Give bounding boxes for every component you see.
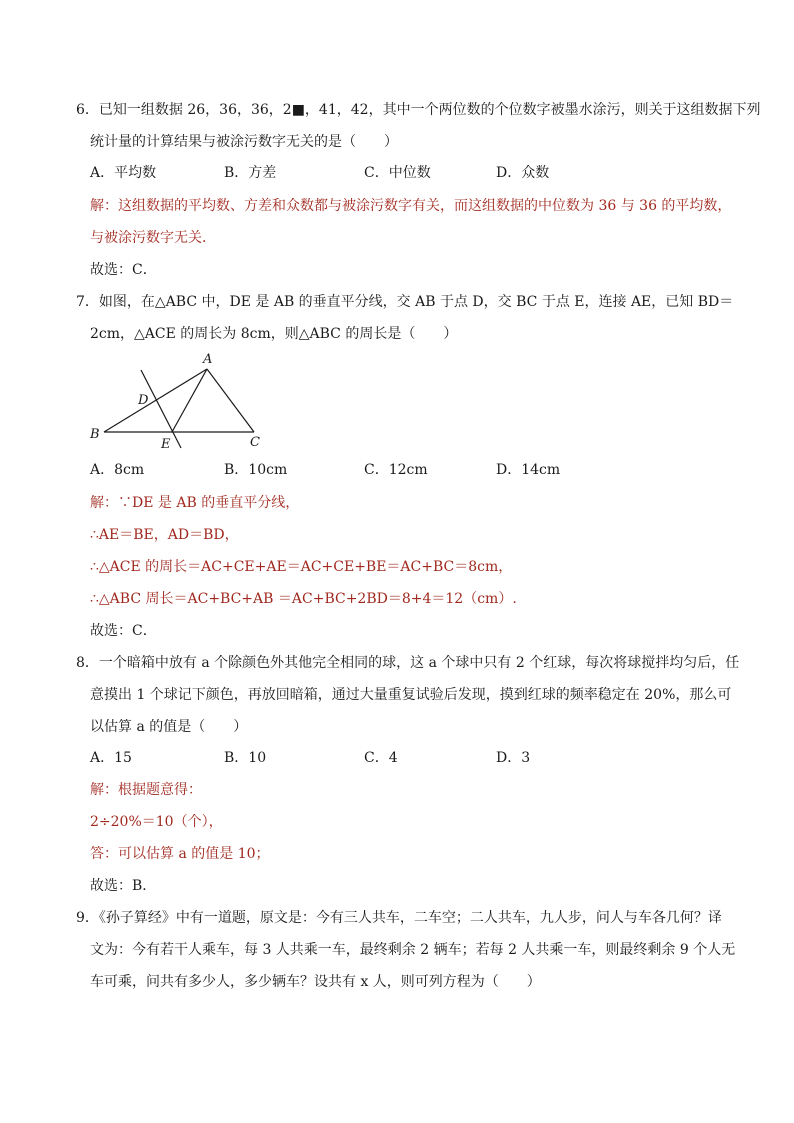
- q8-solution-line3: 答：可以估算 a 的值是 10；: [90, 846, 270, 862]
- q8-solution-line2: 2÷20%＝10（个），: [90, 814, 223, 830]
- q8-solution-line1: 解：根据题意得：: [90, 782, 202, 798]
- q8-stem-line1: 8．一个暗箱中放有 a 个除颜色外其他完全相同的球，这 a 个球中只有 2 个红球，每次将球搅拌均匀后，任: [76, 655, 740, 671]
- triangle-diagram: [86, 348, 276, 452]
- segment-ac: [207, 369, 254, 432]
- q7-option-b: B．10cm: [224, 462, 288, 478]
- q7-solution-line3: ∴△ACE 的周长＝AC+CE+AE＝AC+CE+BE＝AC+BC＝8cm，: [90, 559, 513, 575]
- q6-option-c: C．中位数: [364, 165, 431, 181]
- q6-option-a: A．平均数: [90, 165, 157, 181]
- q6-option-d: D．众数: [496, 165, 550, 181]
- segment-ba: [104, 369, 207, 432]
- q6-solution-line1: 解：这组数据的平均数、方差和众数都与被涂污数字有关，而这组数据的中位数为 36 与 36 的平均数，: [90, 198, 732, 214]
- q7-solution-line1: 解：∵DE 是 AB 的垂直平分线，: [90, 495, 300, 511]
- label-d: D: [138, 393, 149, 408]
- label-c: C: [250, 435, 260, 450]
- q8-stem-line3: 以估算 a 的值是（ ）: [90, 719, 248, 735]
- q7-stem-line2: 2cm，△ACE 的周长为 8cm，则△ABC 的周长是（ ）: [90, 326, 458, 342]
- q8-option-c: C．4: [364, 750, 398, 766]
- q9-stem-line1: 9．《孙子算经》中有一道题，原文是：今有三人共车，二车空；二人共车，九人步，问人与车各几何？译: [76, 910, 722, 926]
- segment-ae: [172, 369, 207, 432]
- q8-option-a: A．15: [90, 750, 132, 766]
- q7-option-c: C．12cm: [364, 462, 428, 478]
- q6-option-b: B．方差: [224, 165, 277, 181]
- q8-answer: 故选：B．: [90, 878, 157, 894]
- q7-answer: 故选：C．: [90, 623, 157, 639]
- q7-solution-line2: ∴AE＝BE，AD＝BD，: [90, 527, 239, 543]
- q8-option-b: B．10: [224, 750, 267, 766]
- q6-solution-line2: 与被涂污数字无关．: [90, 230, 216, 246]
- q7-option-a: A．8cm: [90, 462, 145, 478]
- q7-solution-line4: ∴△ABC 周长＝AC+BC+AB ＝AC+BC+2BD＝8+4＝12（cm）.: [90, 591, 517, 607]
- q9-stem-line2: 文为：今有若干人乘车，每 3 人共乘一车，最终剩余 2 辆车；若每 2 人共乘一车，则最终剩余 9 个人无: [90, 942, 736, 958]
- label-a: A: [203, 352, 213, 367]
- triangle-figure: [86, 348, 276, 452]
- q7-stem-line1: 7．如图，在△ABC 中，DE 是 AB 的垂直平分线，交 AB 于点 D，交 BC 于点 E，连接 AE，已知 BD＝: [76, 294, 734, 310]
- q6-answer: 故选：C．: [90, 262, 157, 278]
- q8-option-d: D．3: [496, 750, 531, 766]
- q8-stem-line2: 意摸出 1 个球记下颜色，再放回暗箱，通过大量重复试验后发现，摸到红球的频率稳定在 20%，那么可: [90, 687, 732, 703]
- label-b: B: [90, 427, 100, 442]
- q6-stem-line1: 6．已知一组数据 26，36，36，2■，41，42，其中一个两位数的个位数字被墨水涂污，则关于这组数据下列: [76, 102, 761, 118]
- q6-stem-line2: 统计量的计算结果与被涂污数字无关的是（ ）: [90, 134, 398, 150]
- label-e: E: [161, 437, 171, 452]
- q9-stem-line3: 车可乘，问共有多少人，多少辆车？设共有 x 人，则可列方程为（ ）: [90, 974, 541, 990]
- q7-option-d: D．14cm: [496, 462, 561, 478]
